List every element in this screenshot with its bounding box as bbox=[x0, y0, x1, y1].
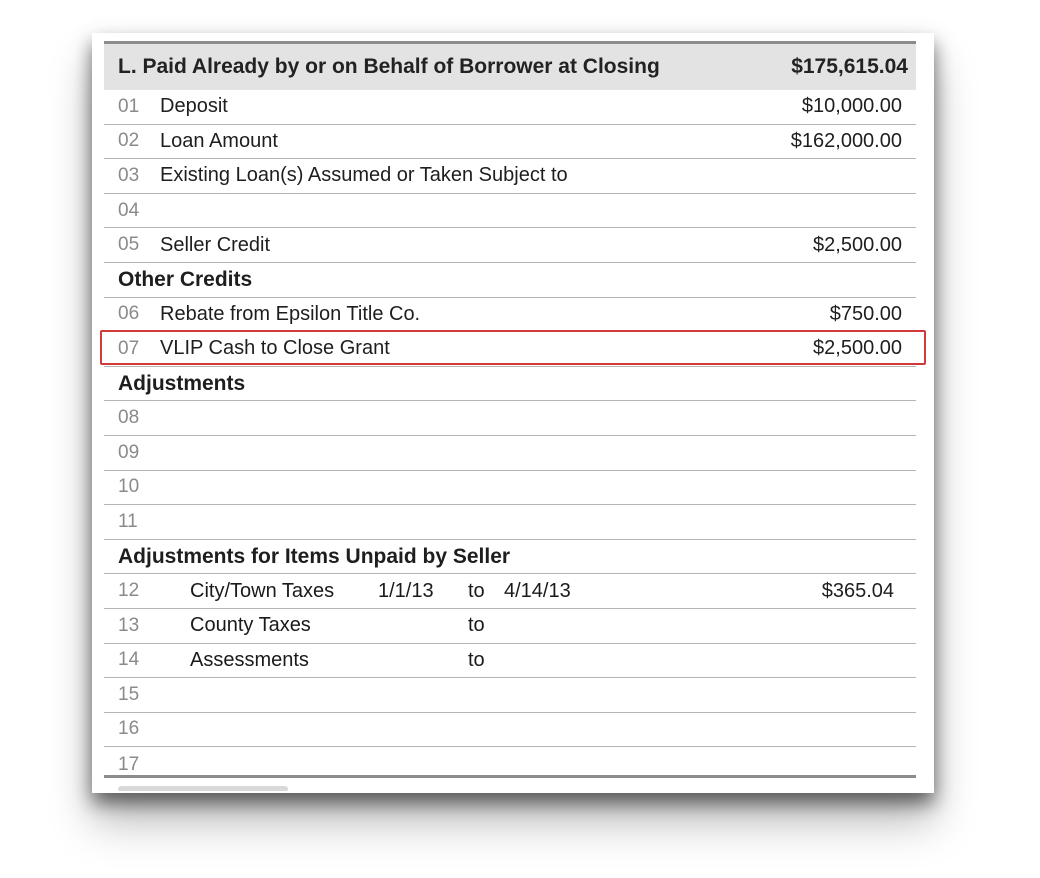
line-number: 09 bbox=[118, 441, 140, 463]
line-item-02 bbox=[104, 125, 916, 160]
line-item-05 bbox=[104, 228, 916, 263]
line-item-09 bbox=[104, 436, 916, 471]
unpaid-heading-row bbox=[104, 540, 916, 575]
line-item-01 bbox=[104, 90, 916, 125]
line-number: 05 bbox=[118, 234, 140, 256]
section-total: $175,615.04 bbox=[791, 55, 908, 78]
line-number: 08 bbox=[118, 407, 140, 429]
other-credits-heading-row bbox=[104, 263, 916, 298]
line-label: VLIP Cash to Close Grant bbox=[160, 337, 390, 360]
line-label: Assessments bbox=[190, 648, 309, 671]
line-label: County Taxes bbox=[190, 614, 311, 637]
line-item-14 bbox=[104, 644, 916, 679]
line-label: Seller Credit bbox=[160, 233, 271, 256]
line-amount: $10,000.00 bbox=[801, 95, 902, 118]
line-item-03 bbox=[104, 159, 916, 194]
line-item-08 bbox=[104, 401, 916, 436]
line-number: 02 bbox=[118, 130, 140, 152]
cutoff-next-heading bbox=[118, 781, 288, 791]
line-number: 10 bbox=[118, 476, 140, 498]
adjustments-heading-row bbox=[104, 367, 916, 402]
period-to-word: to bbox=[468, 614, 485, 637]
period-to: 4/14/13 bbox=[504, 579, 571, 602]
line-item-04 bbox=[104, 194, 916, 229]
line-number: 04 bbox=[118, 199, 140, 221]
line-label: Loan Amount bbox=[160, 129, 278, 152]
line-number: 16 bbox=[118, 718, 140, 740]
line-amount: $162,000.00 bbox=[790, 129, 902, 152]
period-to-word: to bbox=[468, 648, 485, 671]
line-number: 12 bbox=[118, 580, 140, 602]
line-item-16 bbox=[104, 713, 916, 748]
highlight-box bbox=[100, 330, 926, 365]
line-item-13 bbox=[104, 609, 916, 644]
period-from: 1/1/13 bbox=[378, 579, 434, 602]
line-label: Existing Loan(s) Assumed or Taken Subject to bbox=[160, 164, 568, 187]
line-label: City/Town Taxes bbox=[190, 579, 335, 602]
line-amount: $365.04 bbox=[821, 579, 894, 602]
line-items bbox=[104, 90, 916, 782]
bottom-rule bbox=[104, 775, 916, 778]
line-item-06 bbox=[104, 298, 916, 333]
line-amount: $2,500.00 bbox=[813, 337, 902, 360]
line-number: 07 bbox=[118, 337, 140, 359]
section-title: L. Paid Already by or on Behalf of Borrower at Closing bbox=[118, 55, 660, 78]
unpaid-heading: Adjustments for Items Unpaid by Seller bbox=[118, 544, 511, 568]
line-amount: $750.00 bbox=[829, 302, 902, 325]
line-item-10 bbox=[104, 471, 916, 506]
line-amount: $2,500.00 bbox=[813, 233, 902, 256]
line-number: 03 bbox=[118, 164, 140, 186]
other-credits-heading: Other Credits bbox=[118, 267, 253, 291]
closing-disclosure-section bbox=[92, 33, 934, 793]
line-label: Rebate from Epsilon Title Co. bbox=[160, 302, 421, 325]
line-item-12 bbox=[104, 574, 916, 609]
line-number: 17 bbox=[118, 753, 140, 775]
section-header bbox=[104, 44, 916, 90]
line-item-11 bbox=[104, 505, 916, 540]
line-number: 15 bbox=[118, 683, 140, 705]
period-to-word: to bbox=[468, 579, 485, 602]
adjustments-heading: Adjustments bbox=[118, 371, 246, 395]
line-label: Deposit bbox=[160, 95, 228, 118]
line-number: 11 bbox=[118, 510, 138, 532]
line-number: 14 bbox=[118, 649, 140, 671]
line-number: 13 bbox=[118, 614, 140, 636]
line-number: 01 bbox=[118, 95, 140, 117]
line-number: 06 bbox=[118, 303, 140, 325]
line-item-15 bbox=[104, 678, 916, 713]
